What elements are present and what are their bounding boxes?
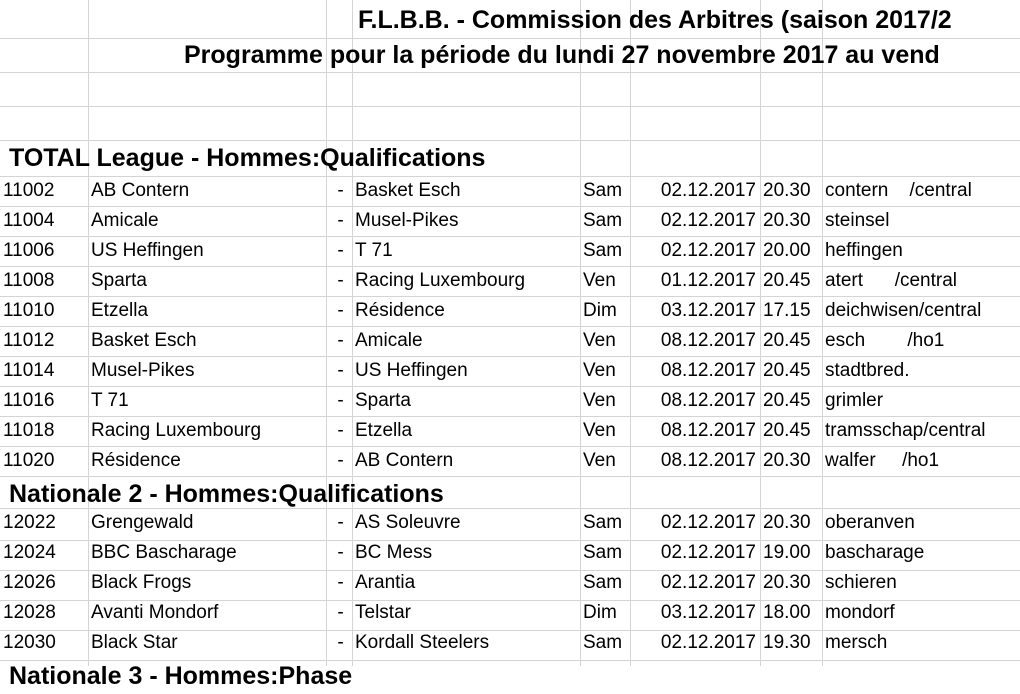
cell-sep[interactable]: - (337, 180, 344, 201)
cell-home[interactable]: Black Frogs (91, 572, 192, 593)
cell-venue[interactable]: mersch (825, 632, 888, 653)
cell-time[interactable]: 20.45 (763, 270, 811, 291)
cell-time[interactable]: 19.00 (763, 542, 811, 563)
cell-sep[interactable]: - (337, 602, 344, 623)
cell-day[interactable]: Ven (583, 420, 616, 441)
cell-sep[interactable]: - (337, 512, 344, 533)
cell-num[interactable]: 12026 (3, 572, 56, 593)
cell-venue[interactable]: mondorf (825, 602, 895, 623)
cell-venue[interactable]: stadtbred. (825, 360, 910, 381)
cell-num[interactable]: 12030 (3, 632, 56, 653)
cell-venue[interactable]: grimler (825, 390, 884, 411)
cell-away[interactable]: Kordall Steelers (355, 632, 490, 653)
table-row (0, 416, 1020, 446)
table-row (0, 568, 1020, 598)
sheet-subtitle: Programme pour la période du lundi 27 novembre 2017 au vend (184, 40, 940, 69)
sheet-title: F.L.B.B. - Commission des Arbitres (saison 2017/2 (358, 5, 952, 34)
cell-num[interactable]: 11020 (3, 450, 55, 471)
cell-venue[interactable]: oberanven (825, 512, 915, 533)
cell-home[interactable]: Musel-Pikes (91, 360, 195, 381)
cell-num[interactable]: 11006 (3, 240, 55, 261)
cell-away[interactable]: Amicale (355, 330, 423, 351)
cell-num[interactable]: 11008 (3, 270, 55, 291)
cell-sep[interactable]: - (337, 360, 344, 381)
cell-day[interactable]: Ven (583, 330, 616, 351)
cell-date[interactable]: 02.12.2017 (660, 210, 756, 231)
cell-num[interactable]: 11014 (3, 360, 55, 381)
cell-num[interactable]: 12022 (3, 512, 56, 533)
cell-venue[interactable]: contern /central (825, 180, 972, 201)
cell-time[interactable]: 19.30 (763, 632, 811, 653)
cell-home[interactable]: Sparta (91, 270, 147, 291)
cell-home[interactable]: Etzella (91, 300, 149, 321)
cell-venue[interactable]: walfer /ho1 (825, 450, 940, 471)
cell-away[interactable]: Racing Luxembourg (355, 270, 526, 291)
cell-day[interactable]: Sam (583, 572, 623, 593)
cell-time[interactable]: 20.30 (763, 180, 811, 201)
cell-num[interactable]: 12024 (3, 542, 56, 563)
cell-away[interactable]: Résidence (355, 300, 445, 321)
cell-away[interactable]: AB Contern (355, 450, 454, 471)
cell-sep[interactable]: - (337, 270, 344, 291)
subtitle-row (0, 38, 1020, 72)
cell-sep[interactable]: - (337, 542, 344, 563)
cell-num[interactable]: 11016 (3, 390, 55, 411)
cell-day[interactable]: Sam (583, 180, 623, 201)
cell-sep[interactable]: - (337, 330, 344, 351)
cell-num[interactable]: 11002 (3, 180, 55, 201)
cell-sep[interactable]: - (337, 390, 344, 411)
cell-time[interactable]: 20.30 (763, 210, 811, 231)
table-row (0, 508, 1020, 538)
cell-num[interactable]: 11004 (3, 210, 55, 231)
cell-home[interactable]: Grengewald (91, 512, 194, 533)
table-row (0, 326, 1020, 356)
cell-away[interactable]: Sparta (355, 390, 411, 411)
cell-date[interactable]: 02.12.2017 (660, 240, 756, 261)
cell-home[interactable]: Basket Esch (91, 330, 197, 351)
cell-date[interactable]: 02.12.2017 (660, 512, 756, 533)
cell-time[interactable]: 20.00 (763, 240, 811, 261)
cell-time[interactable]: 20.30 (763, 450, 811, 471)
cell-away[interactable]: AS Soleuvre (355, 512, 461, 533)
table-row (0, 356, 1020, 386)
section-heading-row (0, 140, 1020, 176)
cell-day[interactable]: Sam (583, 542, 623, 563)
cell-sep[interactable]: - (337, 240, 344, 261)
cell-home[interactable]: Résidence (91, 450, 181, 471)
cell-venue[interactable]: esch /ho1 (825, 330, 945, 351)
cell-home[interactable]: Avanti Mondorf (91, 602, 219, 623)
cell-date[interactable]: 08.12.2017 (660, 360, 756, 381)
cell-time[interactable]: 20.45 (763, 390, 811, 411)
table-row (0, 206, 1020, 236)
cell-home[interactable]: Amicale (91, 210, 159, 231)
cell-venue[interactable]: tramsschap/central (825, 420, 986, 441)
cell-sep[interactable]: - (337, 450, 344, 471)
cell-date[interactable]: 02.12.2017 (660, 180, 756, 201)
title-row (0, 2, 1020, 38)
cell-home[interactable]: Black Star (91, 632, 178, 653)
cell-date[interactable]: 03.12.2017 (660, 602, 756, 623)
cell-num[interactable]: 11010 (3, 300, 55, 321)
cell-home[interactable]: T 71 (91, 390, 129, 411)
cell-away[interactable]: T 71 (355, 240, 393, 261)
cell-away[interactable]: Basket Esch (355, 180, 461, 201)
section-heading[interactable]: Nationale 3 - Hommes:Phase (9, 661, 353, 690)
cell-date[interactable]: 08.12.2017 (660, 450, 756, 471)
cell-date[interactable]: 08.12.2017 (660, 420, 756, 441)
cell-home[interactable]: AB Contern (91, 180, 190, 201)
table-row (0, 236, 1020, 266)
table-row (0, 176, 1020, 206)
cell-time[interactable]: 18.00 (763, 602, 811, 623)
table-row (0, 296, 1020, 326)
cell-date[interactable]: 02.12.2017 (660, 572, 756, 593)
table-row (0, 266, 1020, 296)
cell-date[interactable]: 08.12.2017 (660, 330, 756, 351)
cell-home[interactable]: Racing Luxembourg (91, 420, 262, 441)
cell-sep[interactable]: - (337, 572, 344, 593)
cell-venue[interactable]: heffingen (825, 240, 903, 261)
table-row (0, 598, 1020, 628)
cell-day[interactable]: Ven (583, 390, 616, 411)
cell-date[interactable]: 03.12.2017 (660, 300, 756, 321)
cell-day[interactable]: Sam (583, 512, 623, 533)
cell-sep[interactable]: - (337, 420, 344, 441)
table-row (0, 446, 1020, 476)
cell-away[interactable]: Arantia (355, 572, 416, 593)
cell-home[interactable]: BBC Bascharage (91, 542, 237, 563)
cell-sep[interactable]: - (337, 300, 344, 321)
cell-venue[interactable]: bascharage (825, 542, 925, 563)
section-heading[interactable]: TOTAL League - Hommes:Qualifications (9, 143, 486, 172)
cell-day[interactable]: Ven (583, 270, 616, 291)
section-heading-row (0, 476, 1020, 512)
cell-day[interactable]: Dim (583, 602, 617, 623)
section-heading-row (0, 658, 1020, 694)
cell-away[interactable]: Telstar (355, 602, 411, 623)
cell-time[interactable]: 20.45 (763, 420, 811, 441)
cell-time[interactable]: 17.15 (763, 300, 811, 321)
table-row (0, 628, 1020, 658)
cell-num[interactable]: 11018 (3, 420, 55, 441)
cell-time[interactable]: 20.30 (763, 512, 811, 533)
cell-day[interactable]: Sam (583, 240, 623, 261)
cell-date[interactable]: 01.12.2017 (660, 270, 756, 291)
cell-num[interactable]: 12028 (3, 602, 56, 623)
cell-away[interactable]: BC Mess (355, 542, 433, 563)
cell-day[interactable]: Ven (583, 360, 616, 381)
cell-venue[interactable]: atert /central (825, 270, 957, 291)
cell-date[interactable]: 02.12.2017 (660, 632, 756, 653)
cell-day[interactable]: Dim (583, 300, 617, 321)
cell-date[interactable]: 02.12.2017 (660, 542, 756, 563)
cell-day[interactable]: Sam (583, 210, 623, 231)
cell-num[interactable]: 11012 (3, 330, 55, 351)
cell-time[interactable]: 20.45 (763, 330, 811, 351)
section-heading[interactable]: Nationale 2 - Hommes:Qualifications (9, 479, 444, 508)
cell-sep[interactable]: - (337, 210, 344, 231)
cell-venue[interactable]: schieren (825, 572, 897, 593)
row-gridline (0, 72, 1020, 73)
row-gridline (0, 106, 1020, 107)
cell-time[interactable]: 20.45 (763, 360, 811, 381)
cell-away[interactable]: Musel-Pikes (355, 210, 459, 231)
cell-home[interactable]: US Heffingen (91, 240, 204, 261)
cell-time[interactable]: 20.30 (763, 572, 811, 593)
cell-away[interactable]: Etzella (355, 420, 413, 441)
table-row (0, 386, 1020, 416)
cell-day[interactable]: Sam (583, 632, 623, 653)
table-row (0, 538, 1020, 568)
cell-day[interactable]: Ven (583, 450, 616, 471)
cell-venue[interactable]: steinsel (825, 210, 890, 231)
cell-date[interactable]: 08.12.2017 (660, 390, 756, 411)
cell-venue[interactable]: deichwisen/central (825, 300, 982, 321)
cell-away[interactable]: US Heffingen (355, 360, 468, 381)
cell-sep[interactable]: - (337, 632, 344, 653)
